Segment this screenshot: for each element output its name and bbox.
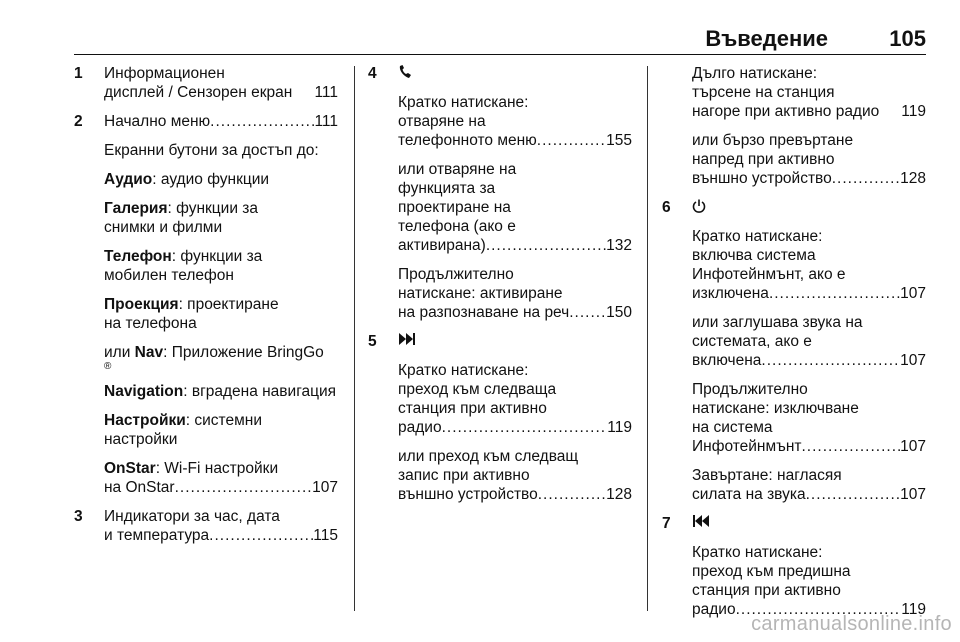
column-3: [662, 64, 926, 629]
onstar-entry: OnStar: Wi-Fi настройки на OnStar ..... 107: [104, 459, 338, 497]
page-ref: 111: [314, 113, 338, 130]
item-number: 3: [74, 508, 83, 525]
page-ref: 155: [606, 132, 632, 149]
nav-entry: или Nav: Приложение BringGo ®: [104, 344, 324, 372]
item-number: 1: [74, 65, 83, 82]
page-ref: 128: [900, 170, 926, 187]
toc-line: дисплей / Сензорен екран 111: [104, 84, 338, 101]
item-3: [74, 507, 338, 545]
settings-entry: Настройки: системни настройки: [104, 412, 262, 448]
page-ref: 107: [900, 438, 926, 455]
page-number: 105: [889, 26, 926, 51]
page-ref: 107: [900, 285, 926, 302]
column-divider-2: [647, 66, 648, 611]
item-number: 4: [368, 65, 377, 82]
gallery-entry: Галерия: функции за снимки и филми: [104, 200, 259, 236]
audio-entry: Аудио: аудио функции: [104, 171, 270, 188]
item-5: 5 Кратко натискане: преход към следваща станция при активно радио ..... 119 или преход към следващ запис при активно външно устройство ..... 128: [368, 332, 632, 504]
header-rule: [74, 54, 926, 55]
item-number: 2: [74, 113, 83, 130]
watermark: carmanualsonline.info: [751, 613, 952, 635]
page-ref: 107: [312, 479, 338, 496]
navigation-entry: Navigation: вградена навигация: [104, 383, 337, 400]
item-number: 6: [662, 199, 671, 216]
item-2: [74, 112, 338, 497]
page-ref: 150: [606, 304, 632, 321]
item-text: Индикатори за час, дата: [104, 508, 280, 525]
column-divider-1: [354, 66, 355, 611]
toc-line: и температура ..... 115: [104, 526, 338, 545]
column-2: [368, 64, 632, 514]
next-track-icon: [398, 332, 416, 351]
page-ref: 111: [314, 84, 338, 101]
item-5-continued: Дълго натискане: търсене на станция нагоре при активно радио 119 или бързо превъртане напред при активно външно устройство ..... 128: [662, 64, 926, 188]
page-ref: 107: [900, 352, 926, 369]
power-icon: [692, 198, 706, 217]
item-text: Екранни бутони за достъп до:: [104, 142, 319, 159]
item-text: Информационен: [104, 65, 225, 82]
section-title: Въведение: [705, 26, 828, 51]
column-1: [74, 64, 338, 545]
item-number: 7: [662, 515, 671, 532]
page-header: [74, 26, 926, 52]
page-ref: 128: [606, 486, 632, 503]
page-ref: 119: [901, 103, 926, 120]
page-ref: 119: [901, 601, 926, 618]
item-4: 4 Кратко натискане: отваряне на телефонното меню ..... 155 или отваряне на функцията за проектиране на телефона (ако е активирана) ..... 132 Продължително натискане: активиране на разпознаване на реч ..... 150: [368, 64, 632, 322]
toc-line: Начално меню ..... 111: [104, 112, 338, 131]
phone-icon: [398, 64, 412, 83]
item-1: [74, 64, 338, 102]
page-ref: 115: [313, 527, 338, 544]
page-ref: 119: [607, 419, 632, 436]
item-6: 6 Кратко натискане: включва система Инфотейнмънт, ако е изключена ..... 107 или заглушава звука на системата, ако е включена ..... 107 Продължително натискане: изключване на система Инфотейнмънт ..... 107 Завъртане: нагласяя силата на звука ..... 107: [662, 198, 926, 504]
previous-track-icon: [692, 514, 710, 533]
phone-entry: Телефон: функции за мобилен телефон: [104, 248, 263, 284]
projection-entry: Проекция: проектиране на телефона: [104, 296, 279, 332]
item-number: 5: [368, 333, 377, 350]
item-7: 7 Кратко натискане: преход към предишна станция при активно радио ..... 119: [662, 514, 926, 619]
page-ref: 132: [606, 237, 632, 254]
page-ref: 107: [900, 486, 926, 503]
